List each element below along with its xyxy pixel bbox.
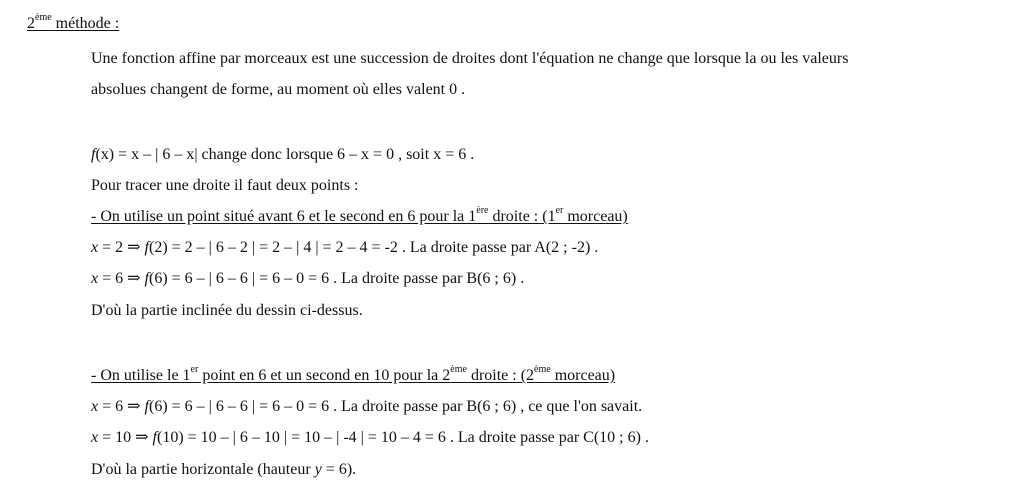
title-text: méthode :	[51, 15, 120, 32]
variable-x: x	[91, 270, 99, 287]
function-symbol: f	[144, 398, 149, 415]
change-expression: = x – | 6 – x| change donc lorsque 6 – x = 0 , soit x = 6 .	[114, 146, 475, 163]
variable-x: x	[91, 398, 99, 415]
piece1-point-a-text-a: = 2 ⇒	[98, 239, 145, 256]
title-superscript: ème	[35, 12, 52, 23]
piece2-heading-sup2: ème	[450, 364, 467, 375]
piece1-heading-sup2: er	[555, 205, 564, 216]
piece2-point-c-text-a: = 10 ⇒	[98, 429, 153, 446]
piece1-heading	[91, 207, 628, 227]
function-argument: (x)	[95, 146, 115, 163]
piece2-point-c	[91, 428, 649, 448]
intro-line-1: Une fonction affine par morceaux est une succession de droites dont l'équation ne change que lorsque la ou les valeurs	[91, 50, 849, 67]
piece2-heading-sup1: er	[190, 364, 199, 375]
piece1-heading-sup1: ère	[476, 205, 489, 216]
function-symbol: f	[152, 429, 157, 446]
variable-x: x	[91, 239, 99, 256]
two-points-text: Pour tracer une droite il faut deux points :	[91, 177, 359, 194]
variable-y: y	[314, 461, 322, 478]
piece2-heading	[91, 366, 615, 386]
piece2-conclusion	[91, 460, 356, 480]
piece1-heading-text-a: - On utilise un point situé avant 6 et le second en 6 pour la 1	[91, 208, 477, 225]
piece1-point-b-text-a: = 6 ⇒	[98, 270, 145, 287]
piece1-point-a-text-b: (2) = 2 – | 6 – 2 | = 2 – | 4 | = 2 – 4 = -2 . La droite passe par A(2 ; -2) .	[149, 239, 599, 256]
piece2-point-b	[91, 397, 642, 417]
piece2-heading-text-d: morceau)	[550, 367, 616, 384]
piece1-heading-text-c: morceau)	[563, 208, 628, 225]
piece1-point-b	[91, 269, 524, 289]
function-symbol: f	[91, 146, 96, 163]
piece2-heading-text-b: point en 6 et un second en 10 pour la 2	[198, 367, 451, 384]
function-symbol: f	[144, 270, 149, 287]
piece2-point-c-text-b: (10) = 10 – | 6 – 10 | = 10 – | -4 | = 10 – 4 = 6 . La droite passe par C(10 ; 6) .	[157, 429, 649, 446]
piece2-point-b-text-a: = 6 ⇒	[98, 398, 145, 415]
change-statement	[91, 145, 474, 165]
section-title	[27, 14, 119, 34]
intro-line-2: absolues changent de forme, au moment où elles valent 0 .	[91, 81, 466, 98]
piece1-point-b-text-b: (6) = 6 – | 6 – 6 | = 6 – 0 = 6 . La droite passe par B(6 ; 6) .	[149, 270, 525, 287]
variable-x: x	[91, 429, 99, 446]
piece2-heading-text-c: droite : (2	[466, 367, 535, 384]
piece1-point-a	[91, 238, 598, 258]
piece2-heading-sup3: ème	[534, 364, 551, 375]
function-symbol: f	[144, 239, 149, 256]
piece2-conclusion-text-b: = 6).	[321, 461, 357, 478]
piece2-point-b-text-b: (6) = 6 – | 6 – 6 | = 6 – 0 = 6 . La droite passe par B(6 ; 6) , ce que l'on savait.	[149, 398, 643, 415]
piece1-heading-text-b: droite : (1	[488, 208, 556, 225]
title-number: 2	[27, 15, 35, 32]
piece2-heading-text-a: - On utilise le 1	[91, 367, 191, 384]
piece2-conclusion-text-a: D'où la partie horizontale (hauteur	[91, 461, 315, 478]
piece1-conclusion: D'où la partie inclinée du dessin ci-dessus.	[91, 302, 363, 319]
